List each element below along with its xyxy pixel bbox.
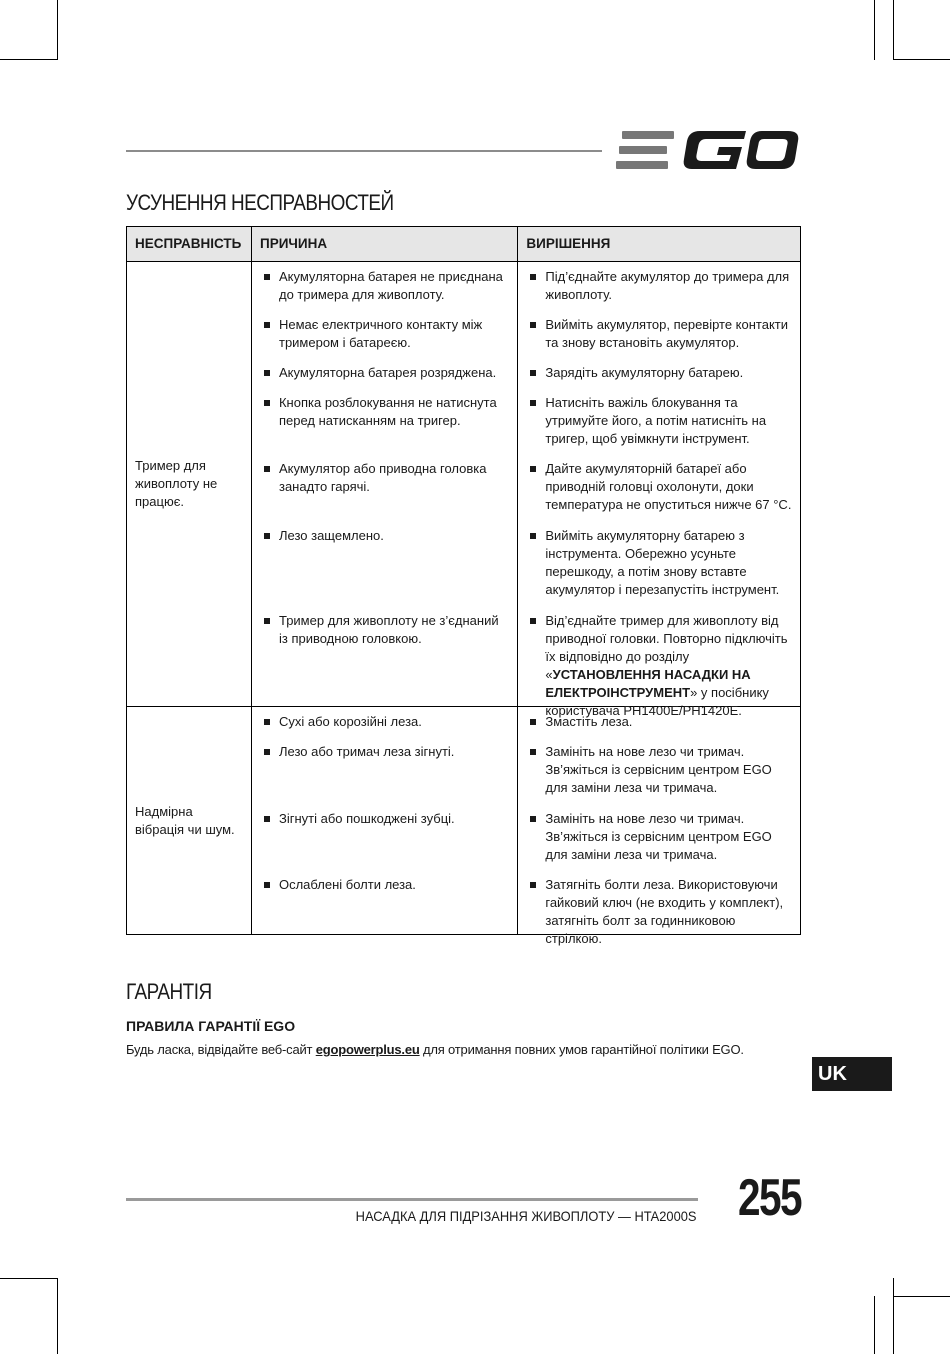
bullet-square-icon bbox=[264, 749, 270, 755]
bullet-square-icon bbox=[530, 322, 536, 328]
cause-text: Ослаблені болти леза. bbox=[278, 877, 416, 892]
warranty-text-part: Будь ласка, відвідайте веб-сайт bbox=[126, 1042, 316, 1057]
table-row bbox=[127, 707, 801, 935]
table-row bbox=[127, 262, 801, 707]
language-tab: UK bbox=[812, 1057, 892, 1091]
footer-rule bbox=[126, 1198, 698, 1201]
cause-text: Сухі або корозійні леза. bbox=[278, 714, 422, 729]
list-item bbox=[262, 713, 509, 743]
bullet-square-icon bbox=[264, 882, 270, 888]
list-item bbox=[262, 364, 509, 394]
crop-mark bbox=[893, 1296, 950, 1297]
troubleshooting-table bbox=[126, 226, 801, 946]
cause-text: Акумулятор або приводна головка занадто гарячі. bbox=[278, 461, 487, 494]
crop-mark bbox=[874, 0, 875, 60]
ego-logo bbox=[616, 128, 800, 172]
fault-text: Надмірна вібрація чи шум. bbox=[135, 803, 235, 837]
bullet-square-icon bbox=[264, 466, 270, 472]
list-item bbox=[262, 876, 509, 930]
solution-cell bbox=[518, 707, 801, 946]
cause-text: Лезо защемлено. bbox=[278, 528, 384, 543]
list-item bbox=[528, 743, 792, 810]
cause-text: Акумуляторна батарея розряджена. bbox=[278, 365, 497, 380]
solution-text: Дайте акумуляторній батареї або приводній головці охолонути, доки температура не опуститься нижче 67 °C. bbox=[545, 461, 792, 512]
solution-text bbox=[545, 612, 792, 720]
cause-text: Зігнуті або пошкоджені зубці. bbox=[278, 811, 455, 826]
warranty-text-part: для отримання повних умов гарантійної політики EGO. bbox=[419, 1042, 744, 1057]
solution-cell bbox=[518, 262, 801, 718]
warranty-subtitle: ПРАВИЛА ГАРАНТІЇ EGO bbox=[126, 1018, 296, 1034]
column-header-cause: ПРИЧИНА bbox=[251, 227, 517, 262]
bullet-square-icon bbox=[264, 533, 270, 539]
cause-cell bbox=[251, 262, 517, 707]
solution-text: Зарядіть акумуляторну батарею. bbox=[545, 365, 744, 380]
header-rule bbox=[126, 150, 602, 152]
solution-text: Замініть на нове лезо чи тримач. Зв’яжіться із сервісним центром EGO для заміни леза чи тримача. bbox=[545, 811, 772, 862]
bullet-square-icon bbox=[530, 274, 536, 280]
crop-mark bbox=[874, 1296, 875, 1354]
solution-text: Змастіть леза. bbox=[545, 714, 633, 729]
solution-text: Вийміть акумуляторну батарею з інструмента. Обережно усуньте перешкоду, а потім знову вставте акумулятор і перезапустіть інструмент. bbox=[545, 528, 780, 597]
bullet-square-icon bbox=[264, 322, 270, 328]
cause-text: Немає електричного контакту між тримером і батареєю. bbox=[278, 317, 483, 350]
warranty-website-link[interactable]: egopowerplus.eu bbox=[315, 1042, 420, 1057]
list-item bbox=[262, 316, 509, 364]
column-header-solution: ВИРІШЕННЯ bbox=[518, 227, 801, 262]
solution-text: Вийміть акумулятор, перевірте контакти та знову встановіть акумулятор. bbox=[545, 317, 789, 350]
bullet-square-icon bbox=[530, 533, 536, 539]
list-item bbox=[262, 460, 509, 527]
list-item bbox=[262, 810, 509, 876]
bullet-square-icon bbox=[264, 719, 270, 725]
list-item bbox=[528, 364, 792, 394]
fault-text: Тример для живоплоту не працює. bbox=[135, 458, 218, 509]
list-item bbox=[528, 268, 792, 316]
list-item bbox=[262, 394, 509, 460]
column-header-fault: НЕСПРАВНІСТЬ bbox=[127, 227, 252, 262]
footer-product-title: НАСАДКА ДЛЯ ПІДРІЗАННЯ ЖИВОПЛОТУ — HTA2000S bbox=[356, 1208, 697, 1224]
solution-text-part: Від’єднайте тример для живоплоту від приводної головки. Повторно підключіть їх відповідно до розділу « bbox=[545, 613, 788, 682]
solution-text: Натисніть важіль блокування та утримуйте його, а потім натисніть на тригер, щоб увімкнути інструмент. bbox=[545, 395, 767, 446]
solution-text: Затягніть болти леза. Використовуючи гайковий ключ (не входить у комплект), затягніть болт за годинниковою стрілкою. bbox=[545, 877, 784, 946]
solution-text: Замініть на нове лезо чи тримач. Зв’яжіться із сервісним центром EGO для заміни леза чи тримача. bbox=[545, 744, 772, 795]
list-item bbox=[528, 527, 792, 612]
list-item bbox=[262, 268, 509, 316]
cause-text: Тример для живоплоту не з’єднаний із приводною головкою. bbox=[278, 613, 499, 646]
fault-cell bbox=[127, 707, 252, 935]
list-item bbox=[528, 316, 792, 364]
bullet-square-icon bbox=[530, 719, 536, 725]
warranty-text bbox=[126, 1042, 744, 1057]
crop-mark bbox=[893, 59, 950, 60]
bullet-square-icon bbox=[530, 618, 536, 624]
fault-cell bbox=[127, 262, 252, 707]
cause-cell bbox=[251, 707, 517, 935]
solution-text: Під’єднайте акумулятор до тримера для живоплоту. bbox=[545, 269, 790, 302]
list-item bbox=[262, 743, 509, 810]
warranty-title: ГАРАНТІЯ bbox=[126, 979, 212, 1004]
crop-mark bbox=[57, 0, 58, 60]
solution-text-part: » у посібнику користувача PH1400E/PH1420E. bbox=[545, 685, 769, 718]
bullet-square-icon bbox=[530, 466, 536, 472]
bullet-square-icon bbox=[264, 274, 270, 280]
bullet-square-icon bbox=[264, 400, 270, 406]
list-item bbox=[528, 810, 792, 876]
bullet-square-icon bbox=[530, 749, 536, 755]
cause-text: Кнопка розблокування не натиснута перед натисканням на тригер. bbox=[278, 395, 497, 428]
cause-text: Акумуляторна батарея не приєднана до тримера для живоплоту. bbox=[278, 269, 503, 302]
crop-mark bbox=[57, 1278, 58, 1354]
list-item bbox=[528, 713, 792, 743]
bullet-square-icon bbox=[530, 816, 536, 822]
bullet-square-icon bbox=[530, 400, 536, 406]
list-item bbox=[528, 612, 792, 718]
list-item bbox=[528, 394, 792, 460]
crop-mark bbox=[893, 0, 894, 60]
page-number: 255 bbox=[738, 1169, 801, 1227]
list-item bbox=[262, 612, 509, 702]
list-item bbox=[528, 876, 792, 946]
crop-mark bbox=[0, 1278, 58, 1279]
bullet-square-icon bbox=[264, 816, 270, 822]
crop-mark bbox=[893, 1278, 894, 1354]
table-header-row bbox=[127, 227, 801, 262]
crop-mark bbox=[0, 59, 58, 60]
bullet-square-icon bbox=[264, 618, 270, 624]
solution-section-reference: УСТАНОВЛЕННЯ НАСАДКИ НА ЕЛЕКТРОІНСТРУМЕНТ bbox=[545, 667, 751, 700]
list-item bbox=[262, 527, 509, 612]
troubleshooting-title: УСУНЕННЯ НЕСПРАВНОСТЕЙ bbox=[126, 190, 394, 215]
cause-text: Лезо або тримач леза зігнуті. bbox=[278, 744, 455, 759]
bullet-square-icon bbox=[264, 370, 270, 376]
bullet-square-icon bbox=[530, 370, 536, 376]
list-item bbox=[528, 460, 792, 527]
bullet-square-icon bbox=[530, 882, 536, 888]
